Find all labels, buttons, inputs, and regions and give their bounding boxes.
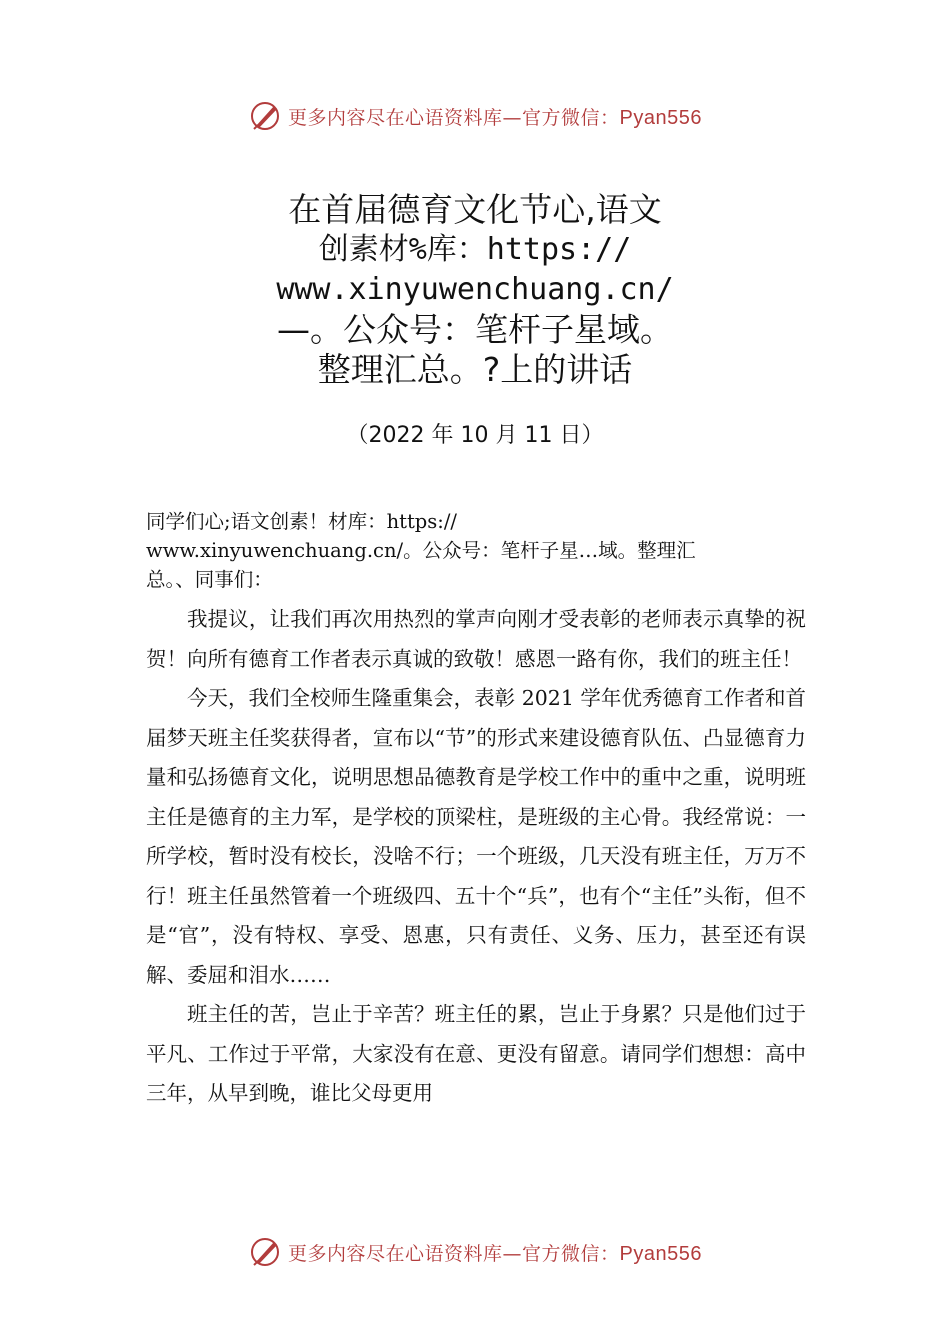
page-title: [0, 190, 950, 390]
salutation-line-3: 总。、同事们：: [146, 568, 273, 591]
footer-banner: [0, 1232, 950, 1272]
header-banner-text: 更多内容尽在心语资料库—官方微信：Pyan556: [288, 106, 702, 129]
header-banner: [0, 96, 950, 136]
salutation-line-1: 同学们心;语文创素！材库：https://: [146, 510, 458, 533]
salutation: [146, 507, 826, 594]
title-line-2: 创素材%库：https://: [318, 232, 632, 267]
paragraph: 我提议，让我们再次用热烈的掌声向刚才受表彰的老师表示真挚的祝贺！向所有德育工作者表示真诚的致敬！感恩一路有你，我们的班主任！: [146, 607, 806, 671]
salutation-line-2: www.xinyuwenchuang.cn/。公众号：笔杆子星…域。整理汇: [146, 539, 696, 562]
paragraph: 班主任的苦，岂止于辛苦？班主任的累，岂止于身累？只是他们过于平凡、工作过于平常，大家没有在意、更没有留意。请同学们想想：高中三年，从早到晚，谁比父母更用: [146, 1002, 806, 1105]
title-line-4: —。公众号：笔杆子星域。: [277, 310, 673, 349]
title-line-5: 整理汇总。?上的讲话: [317, 350, 633, 389]
title-line-1: 在首届德育文化节心,语文: [288, 190, 662, 229]
footer-banner-text: 更多内容尽在心语资料库—官方微信：Pyan556: [288, 1242, 702, 1265]
paragraph: 今天，我们全校师生隆重集会，表彰 2021 学年优秀德育工作者和首届梦天班主任奖获得者，宣布以“节”的形式来建设德育队伍、凸显德育力量和弘扬德育文化，说明思想品德教育是学校工作中的重中之重，说明班主任是德育的主力军，是学校的顶梁柱，是班级的主心骨。我经常说：一所学校，暂时没有校长，没啥不行；一个班级，几天没有班主任，万万不行！班主任虽然管着一个班级四、五十个“兵”，也有个“主任”头衔，但不是“官”，没有特权、享受、恩惠，只有责任、义务、压力，甚至还有误解、委屈和泪水……: [146, 686, 806, 987]
speech-date: （2022 年 10 月 11 日）: [346, 423, 604, 448]
speech-body: [146, 600, 806, 1114]
quill-logo-icon: [248, 98, 284, 134]
title-line-3: www.xinyuwenchuang.cn/: [276, 272, 674, 307]
quill-logo-icon: [248, 1234, 284, 1270]
